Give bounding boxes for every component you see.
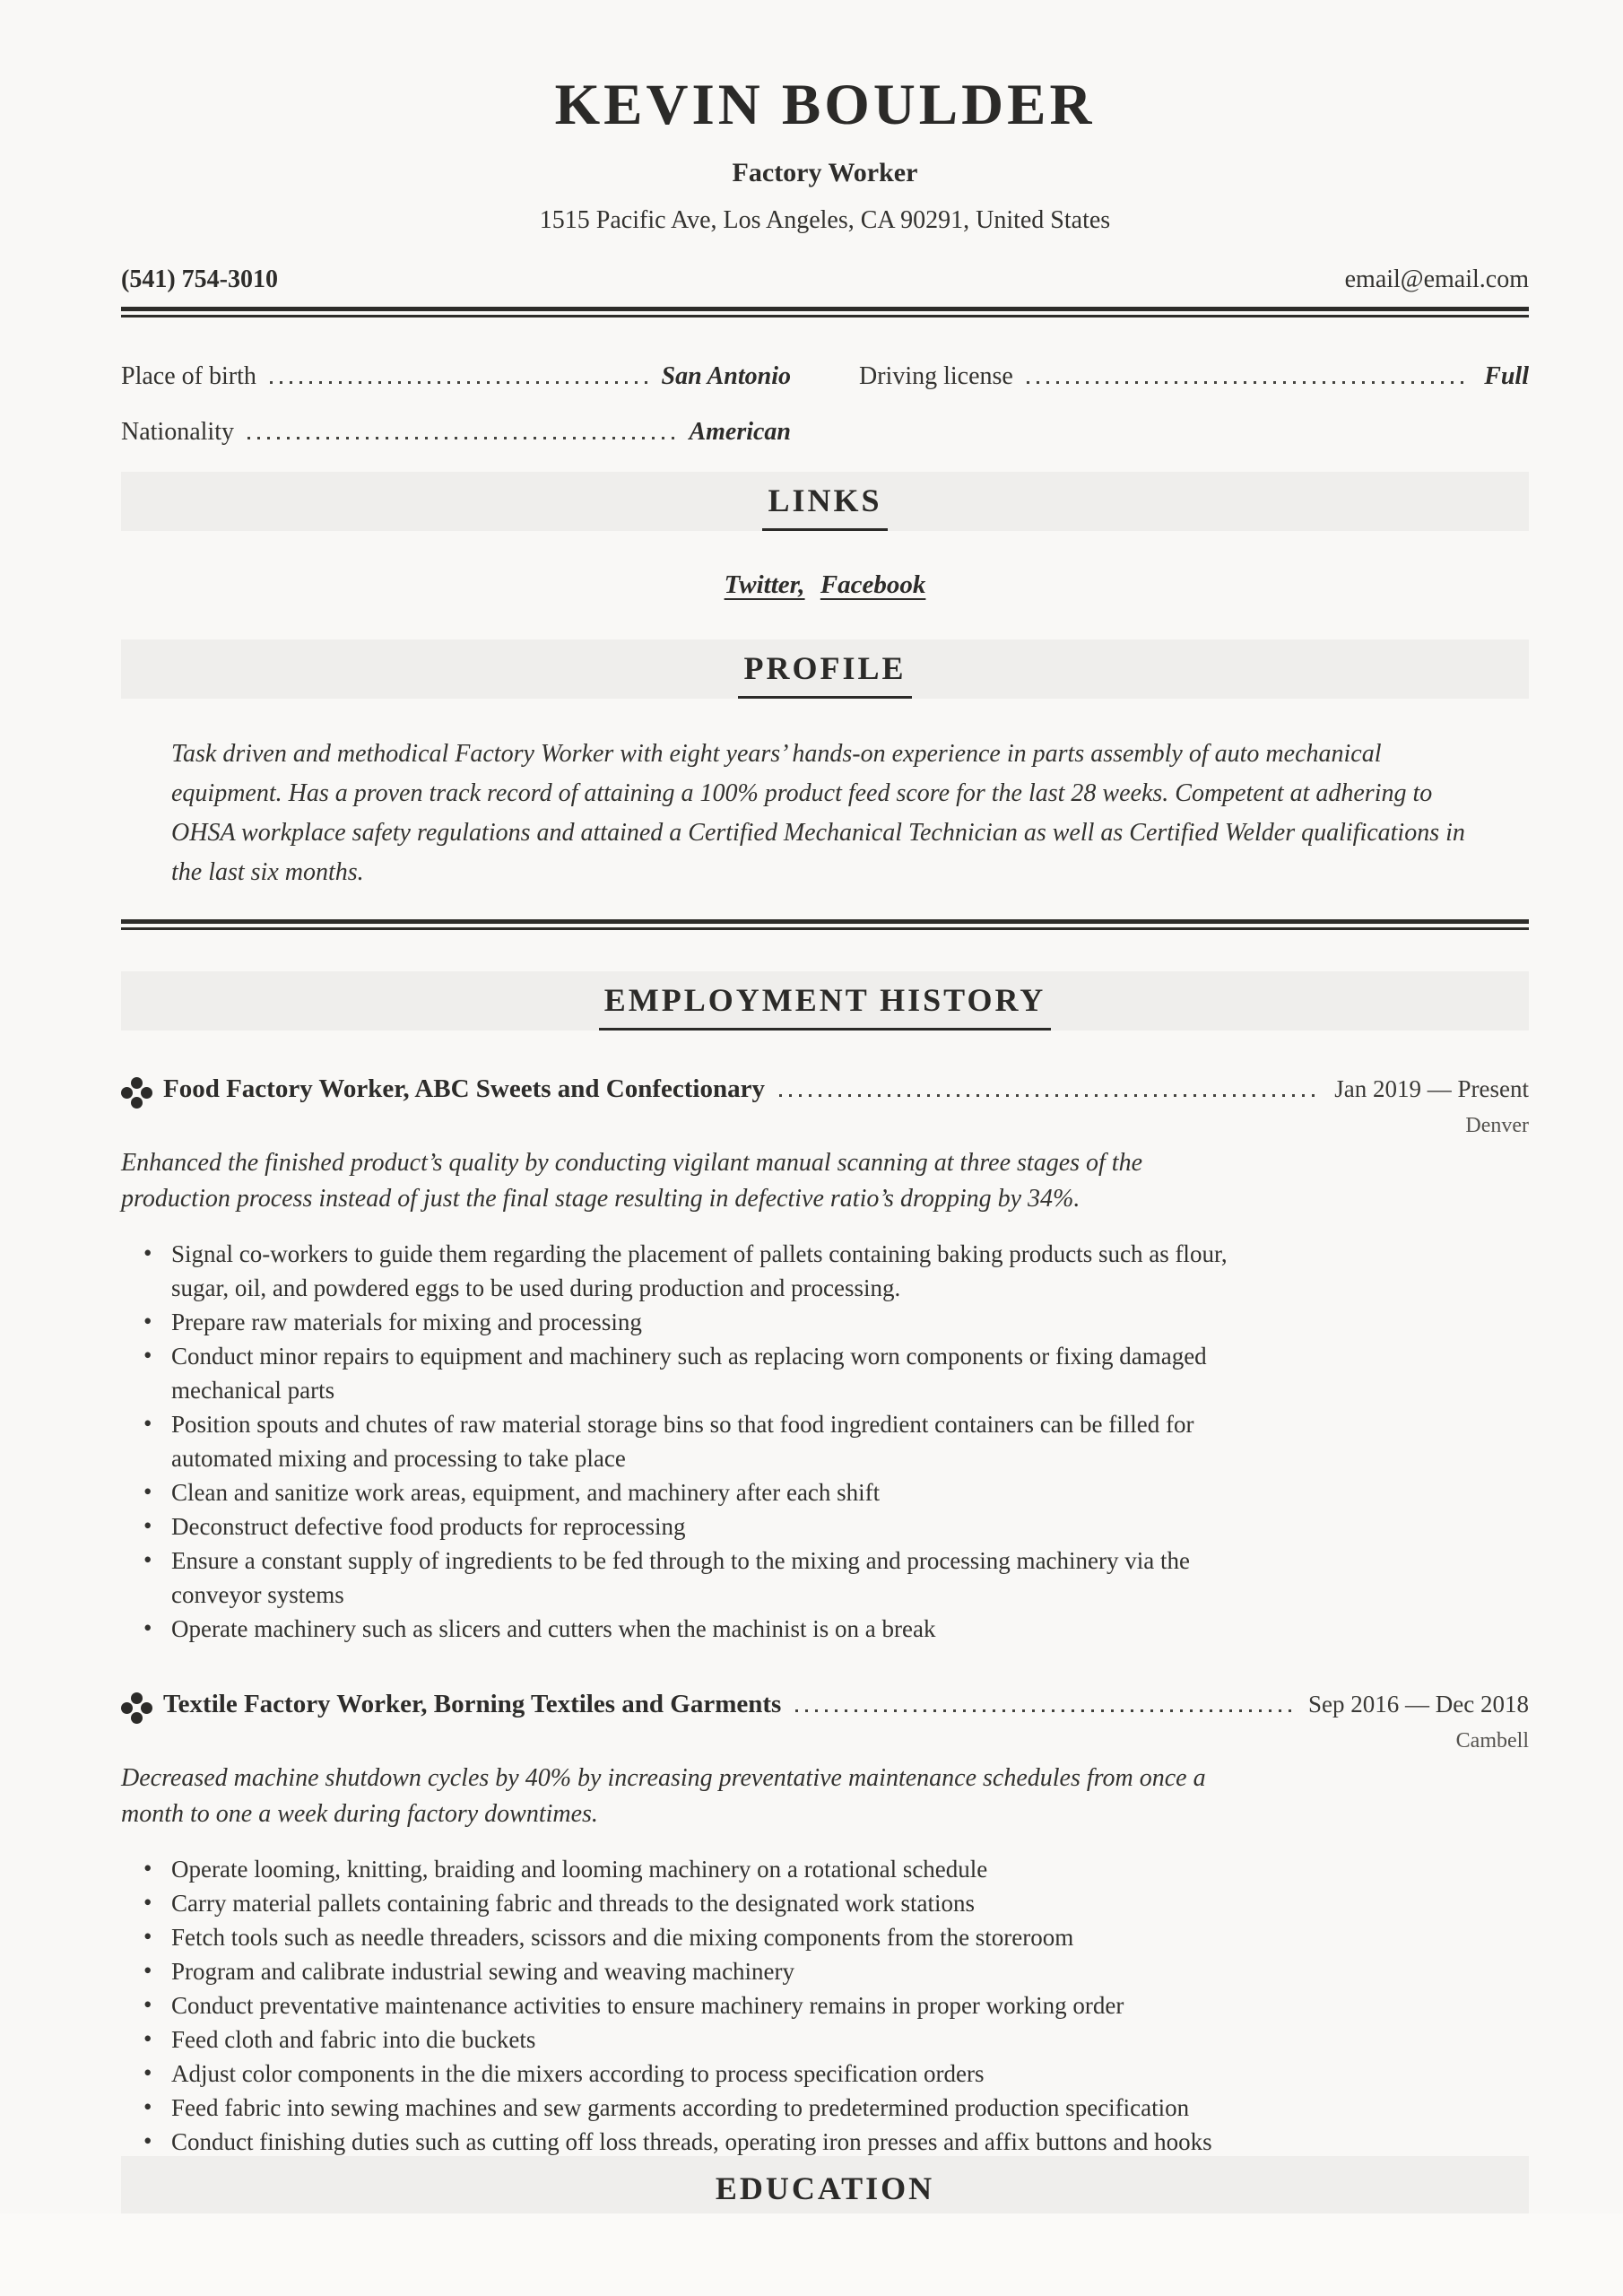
job-bullet-item: • Conduct preventative maintenance activities to ensure machinery remains in proper working order (171, 1988, 1247, 2022)
job-location: Denver (1465, 1114, 1529, 1138)
contact-row (121, 265, 1529, 294)
employment-history (121, 1072, 1529, 2193)
detail-label: Place of birth (121, 362, 256, 391)
job-title: Textile Factory Worker, Borning Textiles and Garments (163, 1690, 782, 1719)
person-name: KEVIN BOULDER (554, 73, 1096, 137)
detail-value: American (689, 418, 791, 447)
detail-label: Driving license (859, 362, 1013, 391)
resume-page (121, 0, 1529, 2193)
job-bullet-item: • Operate machinery such as slicers and cutters when the machinist is on a break (171, 1612, 1247, 1646)
job-bullet-item: • Conduct finishing duties such as cutting off loss threads, operating iron presses and affix buttons and hooks (171, 2125, 1247, 2159)
dotted-leader (779, 1094, 1320, 1097)
detail-row (121, 418, 791, 447)
phone-number: (541) 754-3010 (121, 265, 278, 294)
job-bullet-item: • Program and calibrate industrial sewing and weaving machinery (171, 1954, 1247, 1988)
job-entry (121, 1687, 1529, 2193)
job-bullet-list (121, 1237, 1247, 1646)
job-dates: Sep 2016 — Dec 2018 (1308, 1691, 1529, 1718)
personal-details (121, 362, 1529, 447)
job-bullet-item: • Fetch tools such as needle threaders, scissors and die mixing components from the storeroom (171, 1920, 1247, 1954)
job-header-row (121, 1072, 1529, 1109)
detail-row (121, 362, 791, 391)
dotted-leader (270, 381, 648, 384)
job-bullet-item: • Adjust color components in the die mixers according to process specification orders (171, 2057, 1247, 2091)
detail-row (859, 362, 1529, 391)
job-title: Food Factory Worker, ABC Sweets and Confectionary (163, 1074, 765, 1104)
person-role: Factory Worker (732, 158, 918, 188)
person-address: 1515 Pacific Ave, Los Angeles, CA 90291, United States (539, 206, 1111, 235)
job-summary: Decreased machine shutdown cycles by 40% by increasing preventative maintenance schedules from once a month to one a week during factory downtimes. (121, 1764, 1206, 1829)
page-break-gap (0, 2213, 1623, 2296)
section-header-profile (121, 639, 1529, 699)
job-bullet-list (121, 1852, 1247, 2193)
job-clover-icon (121, 1692, 152, 1724)
job-dates: Jan 2019 — Present (1334, 1075, 1529, 1103)
profile-summary: Task driven and methodical Factory Worker with eight years’ hands-on experience in parts assembly of auto mechanical equipment. Has a proven track record of attaining a 100% product feed score for the last 28 weeks. Competent at adhering to OHSA workplace safety regulations and attained a Certified Mechanical Technician as well as Certified Welder qualifications in the last six months. (171, 740, 1465, 887)
section-header-education (121, 2156, 1529, 2213)
job-bullet-item: • Prepare raw materials for mixing and processing (171, 1305, 1247, 1339)
job-bullet-item: • Operate looming, knitting, braiding and looming machinery on a rotational schedule (171, 1852, 1247, 1886)
job-entry (121, 1072, 1529, 1646)
job-summary: Enhanced the finished product’s quality by conducting vigilant manual scanning at three stages of the production process instead of just the final stage resulting in defective ratio’s dropping by 34%. (121, 1149, 1143, 1213)
section-title: EDUCATION (715, 2170, 935, 2206)
job-location: Cambell (1455, 1729, 1529, 1753)
dotted-leader (795, 1709, 1294, 1712)
job-bullet-item: • Deconstruct defective food products for reprocessing (171, 1509, 1247, 1544)
dotted-leader (1027, 381, 1471, 384)
profile-divider (121, 919, 1529, 930)
job-bullet-item: • Carry material pallets containing fabric and threads to the designated work stations (171, 1886, 1247, 1920)
section-header-links (121, 472, 1529, 531)
section-title: EMPLOYMENT HISTORY (599, 979, 1051, 1031)
job-bullet-item: • Conduct minor repairs to equipment and machinery such as replacing worn components or fixing damaged mechanical parts (171, 1339, 1247, 1407)
job-bullet-item: • Position spouts and chutes of raw material storage bins so that food ingredient containers can be filled for automated mixing and processing to take place (171, 1407, 1247, 1475)
header-divider (121, 307, 1529, 317)
detail-value: San Antonio (661, 362, 791, 391)
section-title: LINKS (762, 480, 887, 531)
social-links (121, 570, 1529, 600)
social-link[interactable]: Twitter, (724, 570, 805, 600)
job-clover-icon (121, 1077, 152, 1109)
job-bullet-item: • Feed cloth and fabric into die buckets (171, 2022, 1247, 2057)
detail-label: Nationality (121, 418, 234, 447)
job-bullet-item: • Ensure a constant supply of ingredients to be fed through to the mixing and processing machinery via the conveyor systems (171, 1544, 1247, 1612)
section-header-employment (121, 971, 1529, 1031)
job-bullet-item: • Clean and sanitize work areas, equipment, and machinery after each shift (171, 1475, 1247, 1509)
resume-header (121, 0, 1529, 317)
section-title: PROFILE (738, 648, 911, 699)
dotted-leader (247, 437, 675, 439)
social-link[interactable]: Facebook (820, 570, 926, 600)
job-bullet-item: • Feed fabric into sewing machines and sew garments according to predetermined production specification (171, 2091, 1247, 2125)
job-bullet-item: • Signal co-workers to guide them regarding the placement of pallets containing baking products such as flour, sugar, oil, and powdered eggs to be used during production and processing. (171, 1237, 1247, 1305)
email-address: email@email.com (1344, 265, 1529, 294)
job-header-row (121, 1687, 1529, 1724)
detail-value: Full (1484, 362, 1529, 391)
